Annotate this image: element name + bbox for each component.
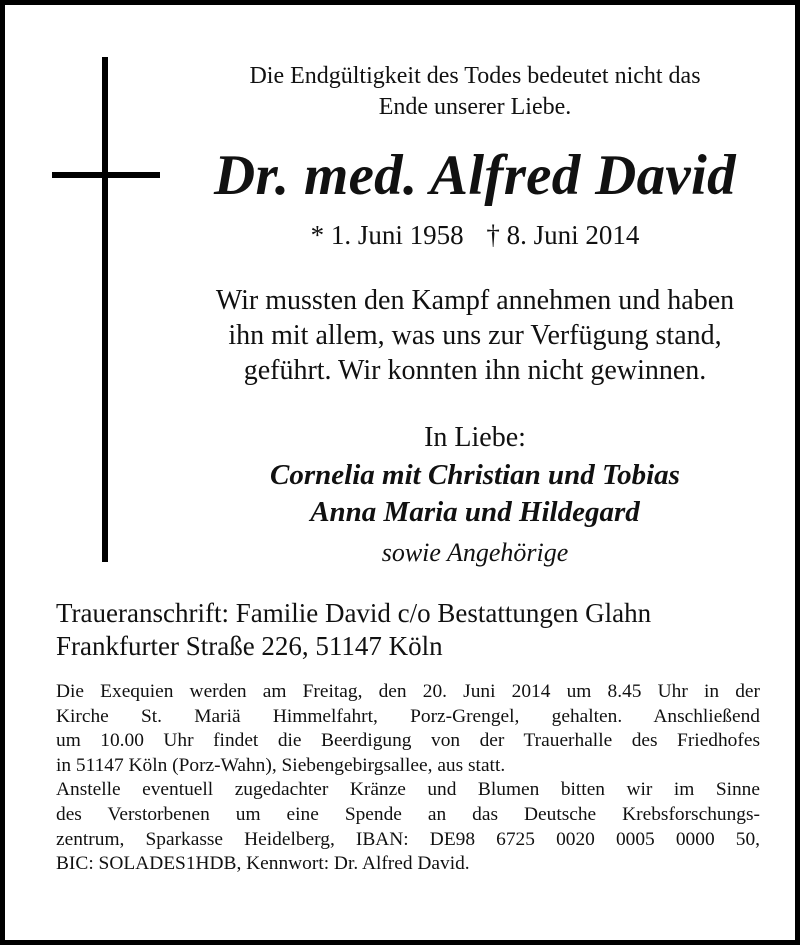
deceased-name: Dr. med. Alfred David xyxy=(214,144,736,207)
service-details xyxy=(56,680,760,877)
signer-line: Anna Maria und Hildegard xyxy=(310,496,640,528)
birth-date: * 1. Juni 1958 xyxy=(310,220,464,250)
mourning-address xyxy=(56,597,776,663)
cross-icon-horizontal-bar xyxy=(52,172,160,178)
details-line: Kirche St. Mariä Himmelfahrt, Porz-Grengel, gehalten. Anschließend xyxy=(56,705,760,727)
signer-line: Cornelia mit Christian und Tobias xyxy=(270,459,680,491)
details-line: des Verstorbenen um eine Spende an das Deutsche Krebsforschungs- xyxy=(56,803,760,825)
quote-line: ihn mit allem, was uns zur Verfügung stand, xyxy=(228,320,722,351)
death-date: † 8. Juni 2014 xyxy=(486,220,640,250)
details-line: BIC: SOLADES1HDB, Kennwort: Dr. Alfred David. xyxy=(56,853,470,875)
address-line: Traueranschrift: Familie David c/o Bestattungen Glahn xyxy=(56,598,652,628)
quote-line: geführt. Wir konnten ihn nicht gewinnen. xyxy=(243,355,707,386)
details-line: um 10.00 Uhr findet die Beerdigung von der Trauerhalle des Friedhofes xyxy=(56,730,760,752)
address-line: Frankfurter Straße 226, 51147 Köln xyxy=(56,631,443,661)
details-line: Die Exequien werden am Freitag, den 20. Juni 2014 um 8.45 Uhr in der xyxy=(56,681,760,702)
details-line: in 51147 Köln (Porz-Wahn), Siebengebirgsallee, aus statt. xyxy=(56,754,506,776)
signature-intro: In Liebe: xyxy=(424,422,526,453)
motto-line: Die Endgültigkeit des Todes bedeutet nicht das xyxy=(249,63,701,89)
details-line: Anstelle eventuell zugedachter Kränze und Blumen bitten wir im Sinne xyxy=(56,779,760,801)
quote-line: Wir mussten den Kampf annehmen und haben xyxy=(215,285,735,316)
life-dates xyxy=(165,218,785,252)
details-line: zentrum, Sparkasse Heidelberg, IBAN: DE98 6725 0020 0005 0000 50, xyxy=(56,828,760,850)
signers xyxy=(165,457,785,531)
quote xyxy=(165,283,785,388)
cross-icon-vertical-bar xyxy=(102,57,108,562)
motto-line: Ende unserer Liebe. xyxy=(378,94,572,120)
motto xyxy=(165,61,785,123)
relatives: sowie Angehörige xyxy=(381,538,569,567)
